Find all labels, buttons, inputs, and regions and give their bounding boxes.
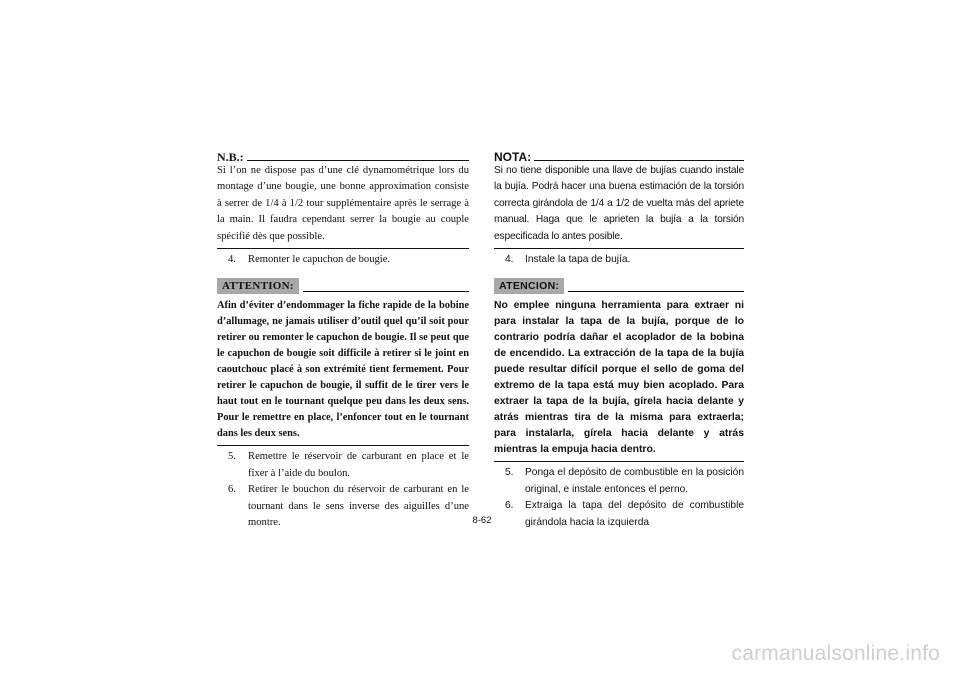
fr-step-4	[228, 252, 469, 268]
fr-step-6-text: Retirer le bouchon du réservoir de carburant en le tournant dans le sens inverse des aiguilles d’une montre.	[248, 484, 469, 529]
fr-warning-text: Afin d’éviter d’endommager la fiche rapide de la bobine d’allumage, ne jamais utiliser d’outil quel qu’il soit pour retirer ou remonter le capuchon de bougie. Il se peut que le capuchon de bougie soit difficile à retirer si le joint en caoutchouc placé à son extrémité tient fermement. Pour retirer le capuchon de bougie, il suffit de le tirer vers le haut tout en le tournant quelque peu dans les deux sens. Pour le remettre en place, l’enfoncer tout en le tournant dans les deux sens.	[217, 300, 469, 440]
fr-warning-end-rule	[217, 445, 469, 446]
page-number: 8-62	[472, 515, 492, 526]
es-step-5-text: Ponga el depósito de combustible en la posición original, e instale entonces el perno.	[525, 467, 744, 495]
es-step-6-number: 6.	[505, 500, 514, 512]
es-warning-rule	[568, 291, 744, 292]
es-step-4-text: Instale la tapa de bujía.	[525, 254, 631, 266]
fr-warning-rule	[303, 291, 469, 292]
fr-note-heading	[217, 147, 469, 163]
fr-note-end-rule	[217, 248, 469, 249]
fr-note-rule	[247, 160, 469, 161]
es-step-5	[505, 465, 744, 498]
es-step-4-number: 4.	[505, 254, 514, 266]
fr-step-5-text: Remettre le réservoir de carburant en place et le fixer à l’aide du boulon.	[248, 451, 469, 479]
es-warning-heading	[494, 277, 744, 294]
french-column	[217, 147, 469, 531]
es-step-4	[505, 252, 744, 268]
es-step-5-number: 5.	[505, 467, 514, 479]
fr-steps	[217, 449, 469, 531]
es-warning-badge: ATENCION:	[494, 278, 564, 294]
fr-step-4-number: 4.	[228, 254, 236, 266]
es-note-heading	[494, 147, 744, 163]
es-warning-end-rule	[494, 461, 744, 462]
es-steps	[494, 465, 744, 531]
es-note-text: Si no tiene disponible una llave de bujías cuando instale la bujía. Podrá hacer una buena estimación de la torsión correcta girándola de 1/4 a 1/2 de vuelta más del apriete manual. Haga que le aprieten la bujía a la torsión especificada lo antes posible.	[494, 165, 744, 242]
fr-step-6-number: 6.	[228, 484, 236, 496]
fr-warning-heading	[217, 277, 469, 294]
fr-step-4-text: Remonter le capuchon de bougie.	[248, 254, 391, 266]
fr-warning-badge: ATTENTION:	[217, 278, 299, 294]
watermark: carmanualsonline.info	[731, 642, 940, 665]
es-warning-text: No emplee ninguna herramienta para extraer ni para instalar la tapa de la bujía, porque de lo contrario podría dañar el acoplador de la bobina de encendido. La extracción de la tapa de la bujía puede resultar difícil porque el sello de goma del extremo de la tapa está muy bien acoplado. Para extraer la tapa de la bujía, gírela hacia delante y atrás mientras tira de la misma para extraerla; para instalarla, gírela hacia delante y atrás mientras la empuja hacia dentro.	[494, 300, 744, 456]
es-note-end-rule	[494, 248, 744, 249]
fr-step-5-number: 5.	[228, 451, 236, 463]
fr-note-label: N.B.:	[217, 150, 244, 164]
es-note-label: NOTA:	[494, 150, 532, 164]
fr-step-6	[228, 482, 469, 531]
spanish-column	[494, 147, 744, 531]
fr-step-5	[228, 449, 469, 482]
es-step-6-text: Extraiga la tapa del depósito de combustible girándola hacia la izquierda	[525, 500, 744, 528]
fr-note-text: Si l’on ne dispose pas d’une clé dynamométrique lors du montage d’une bougie, une bonne approximation consiste à serrer de 1/4 à 1/2 tour supplémentaire après le serrage à la main. Il faudra cependant serrer la bougie au couple spécifié dès que possible.	[217, 165, 469, 242]
es-step-6	[505, 498, 744, 531]
es-note-rule	[534, 160, 744, 161]
